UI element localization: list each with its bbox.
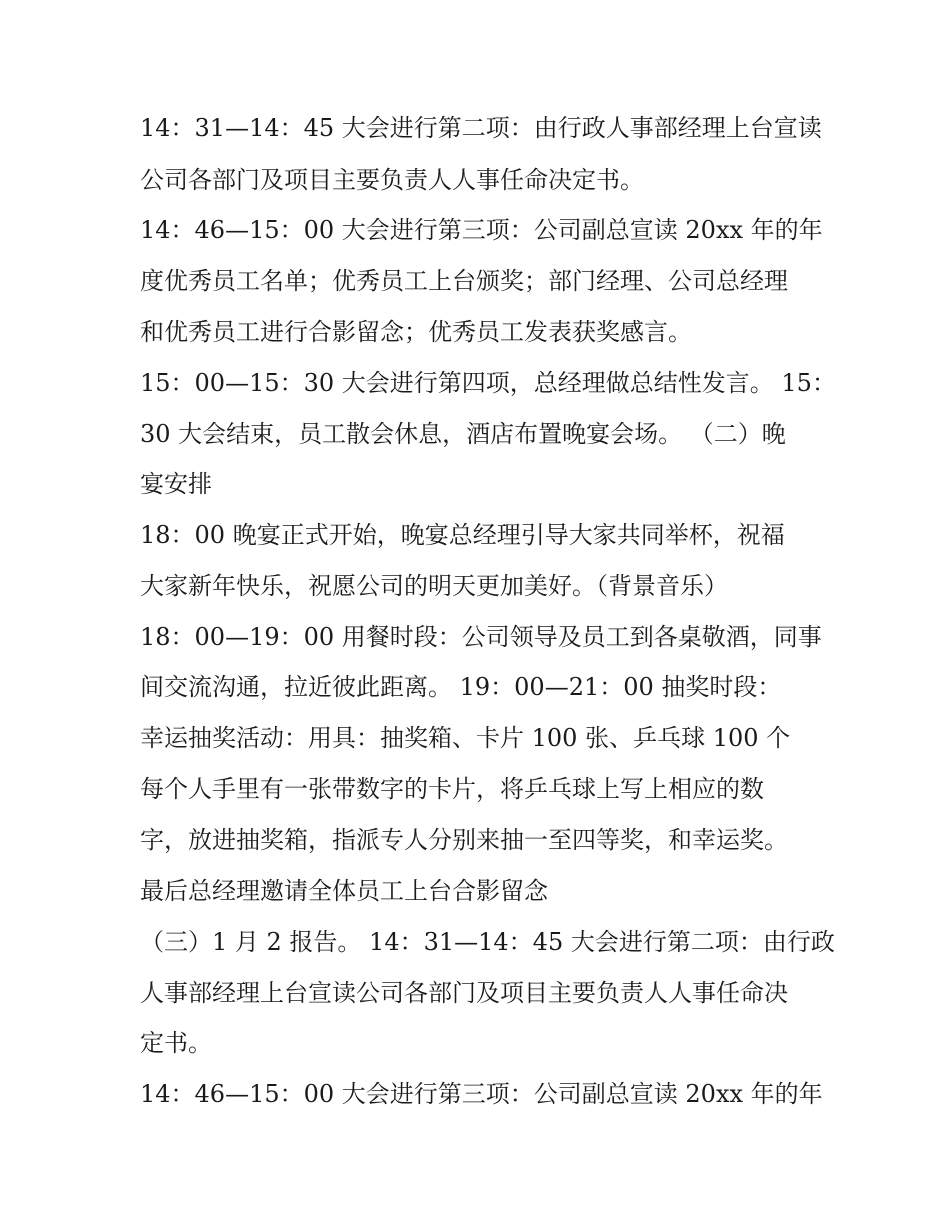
text-line: 15：00—15：30 大会进行第四项，总经理做总结性发言。 15： [140, 369, 836, 397]
text-line: 宴安排 [140, 470, 212, 498]
text-line: 14：31—14：45 大会进行第二项：由行政人事部经理上台宣读 [140, 114, 822, 142]
text-line: 18：00 晚宴正式开始，晚宴总经理引导大家共同举杯，祝福 [140, 521, 785, 549]
text-line: 幸运抽奖活动：用具：抽奖箱、卡片 100 张、乒乓球 100 个 [140, 724, 791, 752]
text-line: 间交流沟通，拉近彼此距离。 19：00—21：00 抽奖时段： [140, 673, 782, 701]
text-line: 大家新年快乐，祝愿公司的明天更加美好。（背景音乐） [140, 572, 728, 600]
text-line: 14：46—15：00 大会进行第三项：公司副总宣读 20xx 年的年 [140, 216, 823, 244]
text-line: 18：00—19：00 用餐时段：公司领导及员工到各桌敬酒，同事 [140, 623, 822, 651]
text-line: 人事部经理上台宣读公司各部门及项目主要负责人人事任命决 [140, 979, 788, 1007]
text-line: （三）1 月 2 报告。 14：31—14：45 大会进行第二项：由行政 [140, 928, 835, 956]
text-line: 公司各部门及项目主要负责人人事任命决定书。 [140, 166, 644, 194]
text-line: 30 大会结束，员工散会休息，酒店布置晚宴会场。 （二）晚 [140, 420, 786, 448]
text-line: 14：46—15：00 大会进行第三项：公司副总宣读 20xx 年的年 [140, 1080, 823, 1108]
text-line: 每个人手里有一张带数字的卡片，将乒乓球上写上相应的数 [140, 775, 764, 803]
text-line: 最后总经理邀请全体员工上台合影留念 [140, 877, 548, 905]
text-line: 度优秀员工名单；优秀员工上台颁奖；部门经理、公司总经理 [140, 267, 788, 295]
text-line: 字，放进抽奖箱，指派专人分别来抽一至四等奖，和幸运奖。 [140, 826, 788, 854]
text-line: 和优秀员工进行合影留念；优秀员工发表获奖感言。 [140, 318, 692, 346]
text-line: 定书。 [140, 1029, 212, 1057]
